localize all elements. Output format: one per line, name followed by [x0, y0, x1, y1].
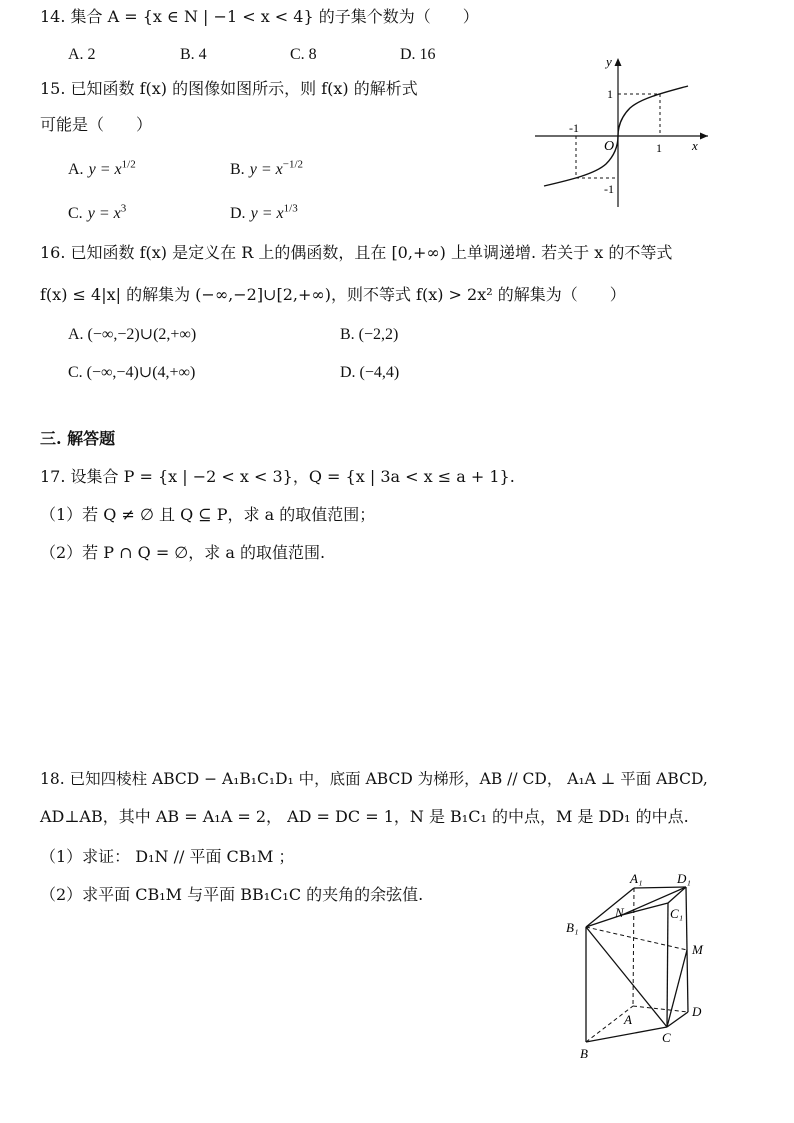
q15-option-b-exponent: −1/2	[282, 158, 304, 171]
edge-a-d	[633, 1006, 688, 1012]
q15-option-b-label: B.	[230, 161, 245, 178]
q15-stem-line1: 15. 已知函数 f(x) 的图像如图所示，则 f(x) 的解析式	[40, 79, 418, 98]
label-b: B	[580, 1046, 588, 1061]
q15-option-d-base: y = x	[250, 205, 284, 222]
edge-c1-c	[667, 903, 668, 1027]
q14-option-c: C. 8	[290, 46, 317, 63]
q15-option-a	[68, 158, 136, 181]
q15-option-c	[68, 202, 126, 225]
q15-option-b-base: y = x	[249, 161, 283, 178]
q15-option-d	[230, 202, 298, 225]
q17-part2: （2）若 P ∩ Q = ∅，求 a 的取值范围.	[40, 543, 326, 562]
q15-option-c-label: C.	[68, 205, 83, 222]
label-m: M	[692, 942, 703, 957]
x-axis-label: x	[692, 138, 698, 153]
q15-option-a-exponent: 1/2	[121, 158, 136, 171]
label-c1: C₁	[670, 906, 684, 921]
q15-option-d-exponent: 1/3	[283, 202, 298, 215]
edge-d-d1	[686, 887, 688, 1012]
q15-option-a-base: y = x	[88, 161, 122, 178]
origin-label: O	[604, 139, 615, 154]
y-axis-arrow	[615, 58, 622, 66]
prism-figure	[560, 870, 740, 1062]
label-b1: B₁	[566, 920, 579, 935]
q14-option-b: B. 4	[180, 46, 207, 63]
q15-option-c-base: y = x	[87, 205, 121, 222]
q15-option-c-exponent: 3	[120, 202, 127, 215]
y-axis-label: y	[606, 54, 612, 69]
q16-option-d: D. (−4,4)	[340, 364, 400, 381]
tick-y-neg-label: -1	[604, 182, 614, 196]
q17-stem: 17. 设集合 P = {x | −2 < x < 3}，Q = {x | 3a < x ≤ a + 1}.	[40, 467, 515, 486]
label-a1: A₁	[630, 871, 643, 886]
x-axis-arrow	[700, 133, 708, 140]
label-n: N	[615, 905, 624, 920]
q18-stem-line2: AD⊥AB，其中 AB = A₁A = 2， AD = DC = 1，N 是 B₁C₁ 的中点，M 是 DD₁ 的中点.	[40, 807, 689, 826]
section-title: 三. 解答题	[40, 429, 116, 448]
edge-b1-a1	[586, 888, 634, 927]
edge-a1-a	[633, 888, 634, 1006]
edge-a1-d1	[634, 887, 686, 888]
label-a: A	[624, 1012, 632, 1027]
q18-part1: （1）求证： D₁N // 平面 CB₁M ；	[40, 847, 295, 866]
q18-part2: （2）求平面 CB₁M 与平面 BB₁C₁C 的夹角的余弦值.	[40, 885, 424, 904]
q18-stem-line1: 18. 已知四棱柱 ABCD − A₁B₁C₁D₁ 中，底面 ABCD 为梯形，AB // CD， A₁A ⊥ 平面 ABCD,	[40, 770, 708, 788]
q15-option-b	[230, 158, 303, 181]
q16-option-b: B. (−2,2)	[340, 326, 399, 343]
q15-option-d-label: D.	[230, 205, 246, 222]
q16-option-a: A. (−∞,−2)∪(2,+∞)	[68, 326, 197, 343]
label-d1: D₁	[677, 871, 691, 886]
q16-option-c: C. (−∞,−4)∪(4,+∞)	[68, 364, 196, 381]
q16-stem-line1: 16. 已知函数 f(x) 是定义在 R 上的偶函数，且在 [0,+∞) 上单调递增. 若关于 x 的不等式	[40, 243, 673, 262]
q14-option-d: D. 16	[400, 46, 436, 63]
q16-stem-line2: f(x) ≤ 4|x| 的解集为 (−∞,−2]∪[2,+∞)，则不等式 f(x) > 2x² 的解集为（ ）	[40, 285, 626, 304]
label-d: D	[692, 1004, 702, 1019]
label-c: C	[662, 1030, 671, 1045]
edge-d1-c1	[668, 887, 686, 903]
tick-y-pos-label: 1	[607, 87, 613, 101]
q14-option-a: A. 2	[68, 46, 96, 63]
tick-x-neg-label: -1	[569, 121, 579, 135]
q14-stem: 14. 集合 A = {x ∈ N | −1 < x < 4} 的子集个数为（ ）	[40, 7, 479, 26]
tick-x-pos-label: 1	[656, 141, 662, 155]
edge-b-c	[586, 1027, 667, 1042]
q15-stem-line2: 可能是（ ）	[40, 115, 153, 134]
q17-part1: （1）若 Q ≠ ∅ 且 Q ⊆ P，求 a 的取值范围；	[40, 505, 376, 524]
function-graph	[530, 52, 720, 212]
q15-option-a-label: A.	[68, 161, 84, 178]
